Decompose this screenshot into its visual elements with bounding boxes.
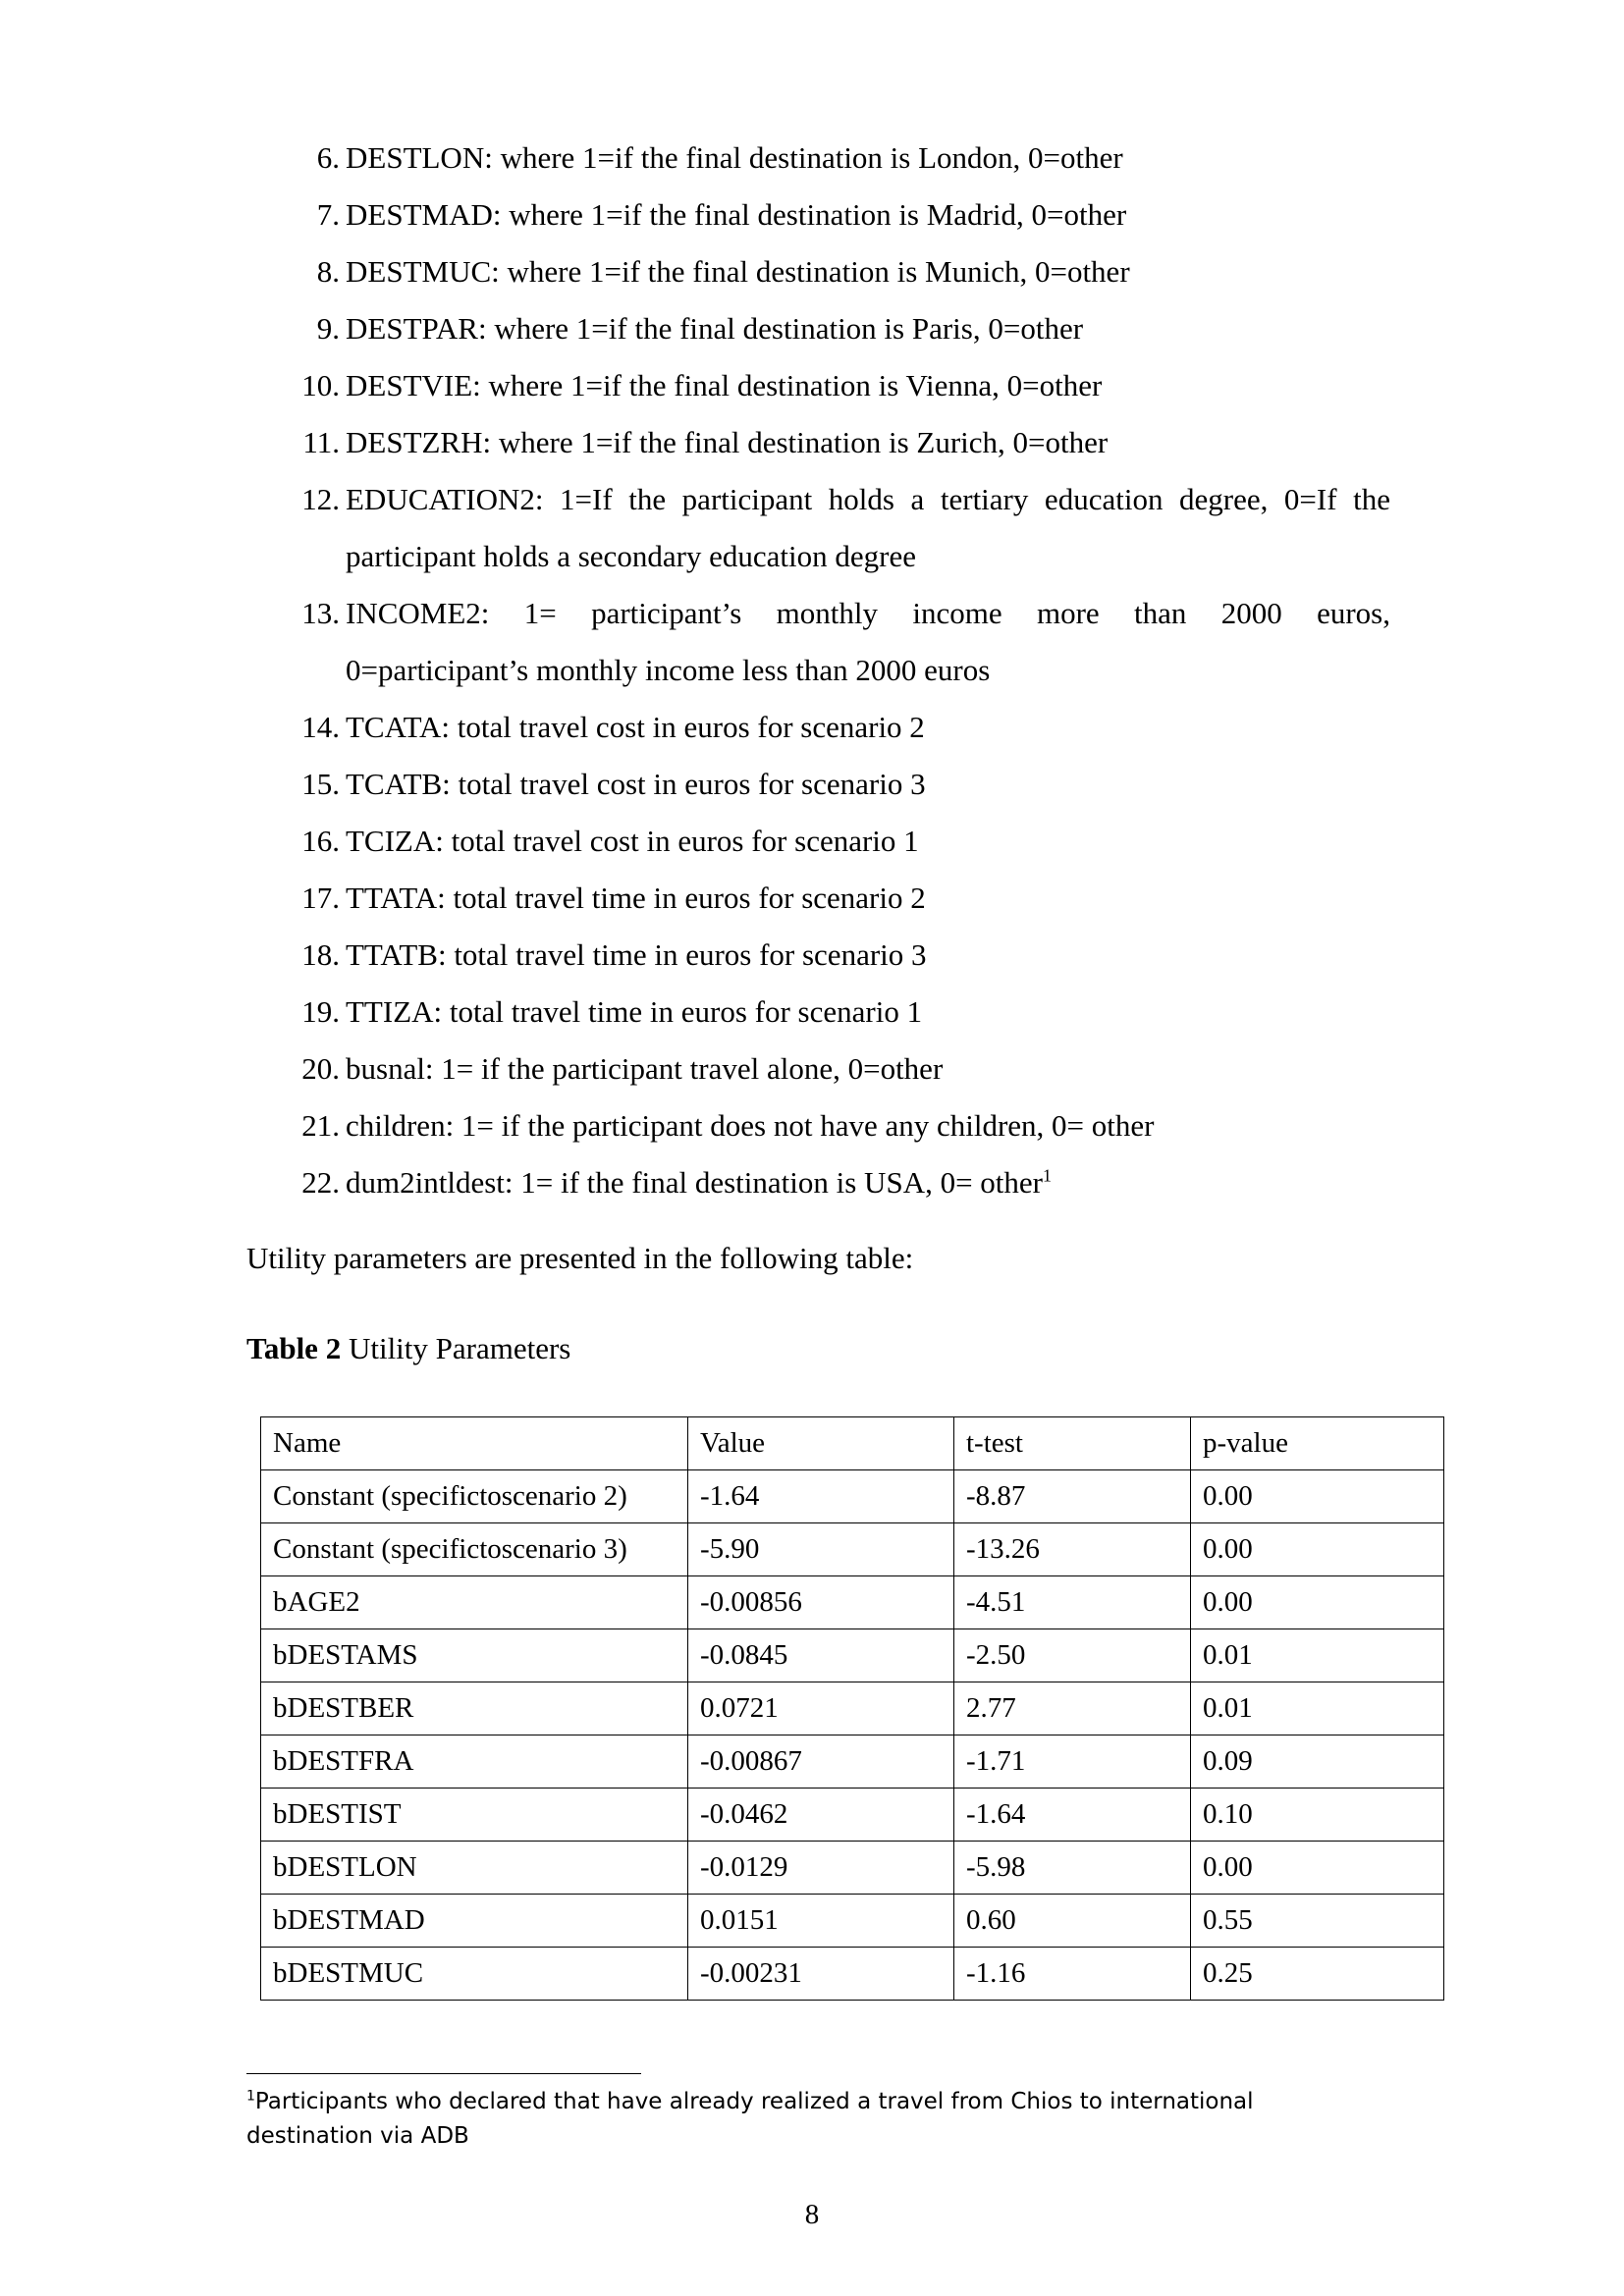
list-text: TTATA: total travel time in euros for scenario 2: [346, 881, 926, 915]
list-number: 18 .: [291, 927, 340, 984]
cell-name: Constant (specifictoscenario 2): [261, 1470, 688, 1523]
cell-t-test: -13.26: [954, 1523, 1191, 1576]
list-number: 11 .: [291, 414, 340, 471]
list-text: DESTZRH: where 1=if the final destination is Zurich, 0=other: [346, 425, 1109, 459]
page-number: 8: [804, 2199, 820, 2230]
footnote: [246, 2085, 1385, 2154]
cell-value: 0.0721: [688, 1682, 954, 1735]
list-item: [291, 471, 1390, 585]
cell-t-test: -8.87: [954, 1470, 1191, 1523]
cell-name: bDESTMUC: [261, 1948, 688, 2001]
cell-name: bDESTBER: [261, 1682, 688, 1735]
table-row: [261, 1735, 1444, 1789]
cell-p-value: 0.55: [1191, 1895, 1444, 1948]
cell-p-value: 0.01: [1191, 1682, 1444, 1735]
cell-p-value: 0.00: [1191, 1576, 1444, 1629]
table-caption-title: Utility Parameters: [341, 1331, 571, 1365]
list-text-body: dum2intldest: 1= if the final destination is USA, 0= other: [346, 1165, 1044, 1200]
list-item: [291, 1097, 1390, 1154]
cell-value: -0.0462: [688, 1789, 954, 1842]
table-row: [261, 1682, 1444, 1735]
cell-p-value: 0.25: [1191, 1948, 1444, 2001]
table-header-row: [261, 1417, 1444, 1470]
list-item: [291, 927, 1390, 984]
cell-t-test: -4.51: [954, 1576, 1191, 1629]
list-item: [291, 1041, 1390, 1097]
cell-value: 0.0151: [688, 1895, 954, 1948]
list-number: 21 .: [291, 1097, 340, 1154]
list-number: 17 .: [291, 870, 340, 927]
cell-name: Constant (specifictoscenario 3): [261, 1523, 688, 1576]
intro-paragraph: Utility parameters are presented in the following table:: [246, 1241, 914, 1275]
list-number: 12 .: [291, 471, 340, 528]
header-p-value: p-value: [1191, 1417, 1444, 1470]
cell-value: -0.00231: [688, 1948, 954, 2001]
footnote-reference[interactable]: 1: [1043, 1165, 1053, 1186]
header-t-test: t-test: [954, 1417, 1191, 1470]
variable-list: [291, 130, 1390, 1211]
table-row: [261, 1789, 1444, 1842]
cell-p-value: 0.00: [1191, 1842, 1444, 1895]
cell-p-value: 0.00: [1191, 1523, 1444, 1576]
header-value: Value: [688, 1417, 954, 1470]
footnote-mark: 1: [246, 2088, 255, 2105]
table-row: [261, 1842, 1444, 1895]
list-item: [291, 414, 1390, 471]
list-item: [291, 130, 1390, 187]
utility-parameters-table: [260, 1416, 1444, 2001]
list-text: busnal: 1= if the participant travel alone, 0=other: [346, 1051, 944, 1086]
list-item: [291, 813, 1390, 870]
list-number: 9 .: [291, 300, 340, 357]
cell-name: bDESTIST: [261, 1789, 688, 1842]
list-text: EDUCATION2: 1=If the participant holds a tertiary education degree, 0=If the participant holds a secondary education degree: [346, 482, 1390, 573]
cell-p-value: 0.09: [1191, 1735, 1444, 1789]
table-row: [261, 1948, 1444, 2001]
cell-t-test: -1.16: [954, 1948, 1191, 2001]
list-text: TCATB: total travel cost in euros for scenario 3: [346, 767, 926, 801]
cell-p-value: 0.01: [1191, 1629, 1444, 1682]
list-text: TCATA: total travel cost in euros for scenario 2: [346, 710, 925, 744]
cell-name: bDESTAMS: [261, 1629, 688, 1682]
table-row: [261, 1576, 1444, 1629]
list-item: [291, 357, 1390, 414]
cell-value: -0.00856: [688, 1576, 954, 1629]
list-text: DESTMUC: where 1=if the final destination is Munich, 0=other: [346, 254, 1130, 289]
cell-t-test: -2.50: [954, 1629, 1191, 1682]
header-name: Name: [261, 1417, 688, 1470]
list-number: 16 .: [291, 813, 340, 870]
table-row: [261, 1895, 1444, 1948]
list-number: 22 .: [291, 1154, 340, 1211]
table-caption: [246, 1329, 570, 1368]
footnote-text: Participants who declared that have already realized a travel from Chios to international destination via ADB: [246, 2089, 1254, 2149]
cell-t-test: 0.60: [954, 1895, 1191, 1948]
table-row: [261, 1629, 1444, 1682]
cell-value: -1.64: [688, 1470, 954, 1523]
cell-name: bDESTMAD: [261, 1895, 688, 1948]
table-caption-label: Table 2: [246, 1331, 342, 1365]
cell-t-test: -1.71: [954, 1735, 1191, 1789]
list-text: [346, 1154, 1390, 1211]
list-text: TCIZA: total travel cost in euros for scenario 1: [346, 824, 919, 858]
cell-value: -0.00867: [688, 1735, 954, 1789]
list-item: [291, 1154, 1390, 1211]
table-row: [261, 1470, 1444, 1523]
list-item: [291, 187, 1390, 243]
cell-value: -5.90: [688, 1523, 954, 1576]
list-number: 10 .: [291, 357, 340, 414]
cell-p-value: 0.00: [1191, 1470, 1444, 1523]
cell-value: -0.0129: [688, 1842, 954, 1895]
list-item: [291, 870, 1390, 927]
cell-t-test: -1.64: [954, 1789, 1191, 1842]
list-number: 15 .: [291, 756, 340, 813]
cell-name: bDESTLON: [261, 1842, 688, 1895]
list-number: 19 .: [291, 984, 340, 1041]
list-item: [291, 984, 1390, 1041]
footnote-separator: [246, 2073, 641, 2074]
list-text: DESTVIE: where 1=if the final destination is Vienna, 0=other: [346, 368, 1103, 402]
list-item: [291, 699, 1390, 756]
list-text: DESTLON: where 1=if the final destination is London, 0=other: [346, 140, 1123, 175]
cell-value: -0.0845: [688, 1629, 954, 1682]
list-text: DESTMAD: where 1=if the final destination is Madrid, 0=other: [346, 197, 1127, 232]
list-number: 6 .: [291, 130, 340, 187]
list-text: TTATB: total travel time in euros for scenario 3: [346, 937, 927, 972]
list-item: [291, 756, 1390, 813]
cell-t-test: -5.98: [954, 1842, 1191, 1895]
list-number: 8 .: [291, 243, 340, 300]
table-row: [261, 1523, 1444, 1576]
list-item: [291, 243, 1390, 300]
cell-t-test: 2.77: [954, 1682, 1191, 1735]
list-text-line-1: INCOME2: 1= participant’s monthly income more than 2000 euros,: [346, 596, 1390, 630]
list-number: 13 .: [291, 585, 340, 642]
cell-p-value: 0.10: [1191, 1789, 1444, 1842]
list-item: [291, 300, 1390, 357]
cell-name: bAGE2: [261, 1576, 688, 1629]
list-text-line-2: 0=participant’s monthly income less than 2000 euros: [346, 653, 991, 687]
list-number: 14 .: [291, 699, 340, 756]
cell-name: bDESTFRA: [261, 1735, 688, 1789]
list-item: [291, 585, 1390, 699]
list-text: DESTPAR: where 1=if the final destination is Paris, 0=other: [346, 311, 1084, 346]
list-text: TTIZA: total travel time in euros for scenario 1: [346, 994, 923, 1029]
list-number: 20 .: [291, 1041, 340, 1097]
list-number: 7 .: [291, 187, 340, 243]
list-text: children: 1= if the participant does not have any children, 0= other: [346, 1108, 1155, 1143]
